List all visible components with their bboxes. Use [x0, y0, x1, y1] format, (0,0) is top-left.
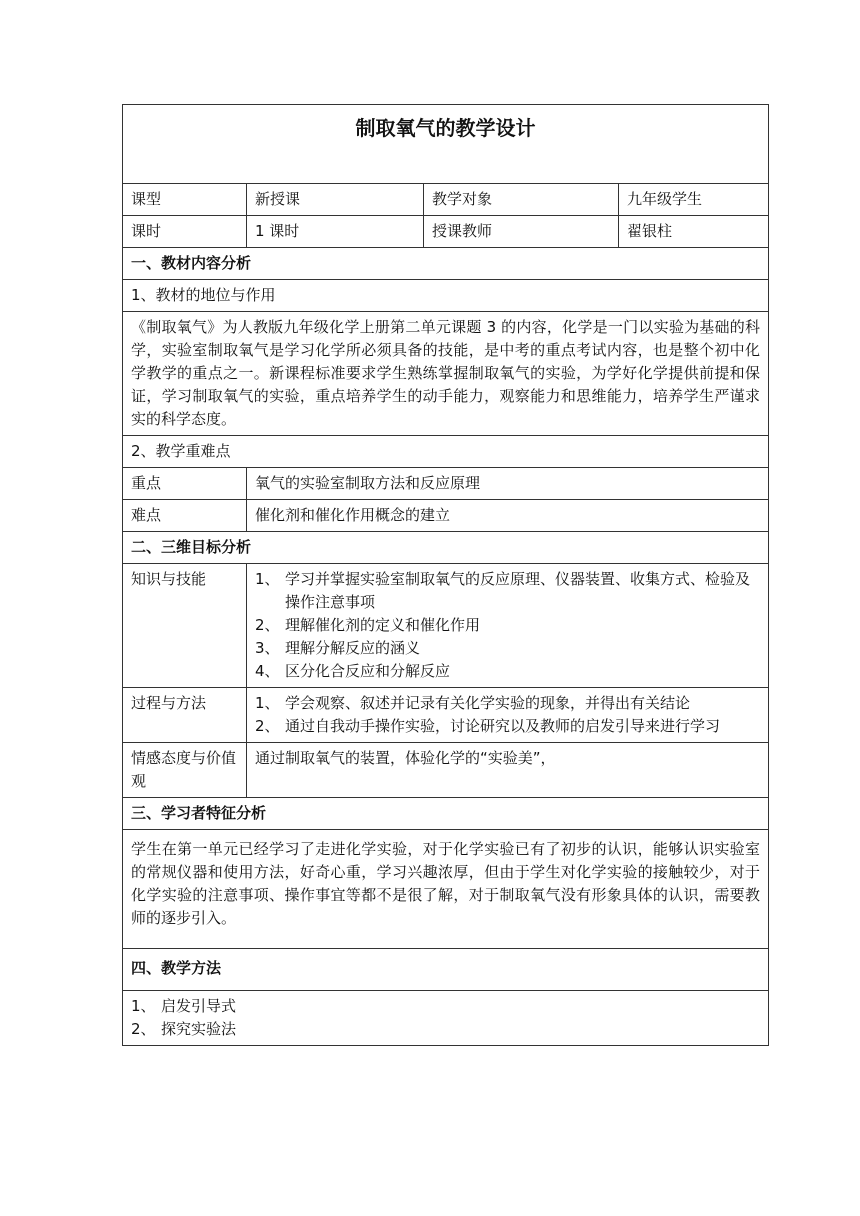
knowledge-cell [247, 564, 769, 688]
difficulty-label: 难点 [123, 500, 247, 532]
knowledge-list [255, 568, 760, 683]
item-number: 1、 [255, 570, 280, 588]
process-list [255, 692, 760, 738]
key-label: 重点 [123, 468, 247, 500]
process-cell [247, 688, 769, 743]
item-text: 探究实验法 [161, 1020, 237, 1038]
title-cell [123, 105, 769, 184]
section1-heading: 一、教材内容分析 [123, 248, 769, 280]
list-item [255, 568, 760, 614]
item-number: 1、 [255, 694, 280, 712]
list-item [131, 995, 760, 1018]
list-item [255, 637, 760, 660]
item-number: 4、 [255, 662, 280, 680]
emotion-label: 情感态度与价值观 [123, 743, 247, 798]
item-number: 2、 [131, 1020, 156, 1038]
item-number: 2、 [255, 717, 280, 735]
emotion-value: 通过制取氧气的装置，体验化学的“实验美”， [247, 743, 769, 798]
lesson-plan-table [122, 104, 769, 1046]
period-label: 课时 [123, 216, 247, 248]
list-item [255, 692, 760, 715]
knowledge-label: 知识与技能 [123, 564, 247, 688]
type-value: 新授课 [247, 184, 424, 216]
list-item [255, 614, 760, 637]
methods-list [131, 995, 760, 1041]
audience-label: 教学对象 [424, 184, 619, 216]
item-text: 理解分解反应的涵义 [285, 639, 421, 657]
list-item [255, 715, 760, 738]
type-label: 课型 [123, 184, 247, 216]
item-text: 通过自我动手操作实验，讨论研究以及教师的启发引导来进行学习 [285, 717, 721, 735]
page-title: 制取氧气的教学设计 [355, 116, 536, 140]
item-text: 学习并掌握实验室制取氧气的反应原理、仪器装置、收集方式、检验及操作注意事项 [285, 570, 751, 611]
section1-paragraph: 《制取氧气》为人教版九年级化学上册第二单元课题 3 的内容，化学是一门以实验为基础的科学，实验室制取氧气是学习化学所必须具备的技能，是中考的重点考试内容，也是整个初中化学教学的重点之一。新课程标准要求学生熟练掌握制取氧气的实验，为学好化学提供前提和保证，学习制取氧气的实验，重点培养学生的动手能力，观察能力和思维能力，培养学生严谨求实的科学态度。 [123, 312, 769, 436]
section4-heading: 四、教学方法 [123, 949, 769, 991]
audience-value: 九年级学生 [619, 184, 769, 216]
item-number: 2、 [255, 616, 280, 634]
methods-cell [123, 991, 769, 1046]
period-value: 1 课时 [247, 216, 424, 248]
section3-paragraph: 学生在第一单元已经学习了走进化学实验，对于化学实验已有了初步的认识，能够认识实验室的常规仪器和使用方法，好奇心重，学习兴趣浓厚，但由于学生对化学实验的接触较少，对于化学实验的注意事项、操作事宜等都不是很了解，对于制取氧气没有形象具体的认识，需要教师的逐步引入。 [123, 830, 769, 949]
teacher-value: 翟银柱 [619, 216, 769, 248]
item-text: 学会观察、叙述并记录有关化学实验的现象，并得出有关结论 [285, 694, 691, 712]
section2-heading: 二、三维目标分析 [123, 532, 769, 564]
item-text: 理解催化剂的定义和催化作用 [285, 616, 481, 634]
process-label: 过程与方法 [123, 688, 247, 743]
section1-sub2: 2、教学重难点 [123, 436, 769, 468]
item-number: 3、 [255, 639, 280, 657]
item-text: 启发引导式 [161, 997, 237, 1015]
item-number: 1、 [131, 997, 156, 1015]
teacher-label: 授课教师 [424, 216, 619, 248]
list-item [131, 1018, 760, 1041]
difficulty-value: 催化剂和催化作用概念的建立 [247, 500, 769, 532]
section3-heading: 三、学习者特征分析 [123, 798, 769, 830]
list-item [255, 660, 760, 683]
section1-sub1: 1、教材的地位与作用 [123, 280, 769, 312]
key-value: 氧气的实验室制取方法和反应原理 [247, 468, 769, 500]
item-text: 区分化合反应和分解反应 [285, 662, 451, 680]
